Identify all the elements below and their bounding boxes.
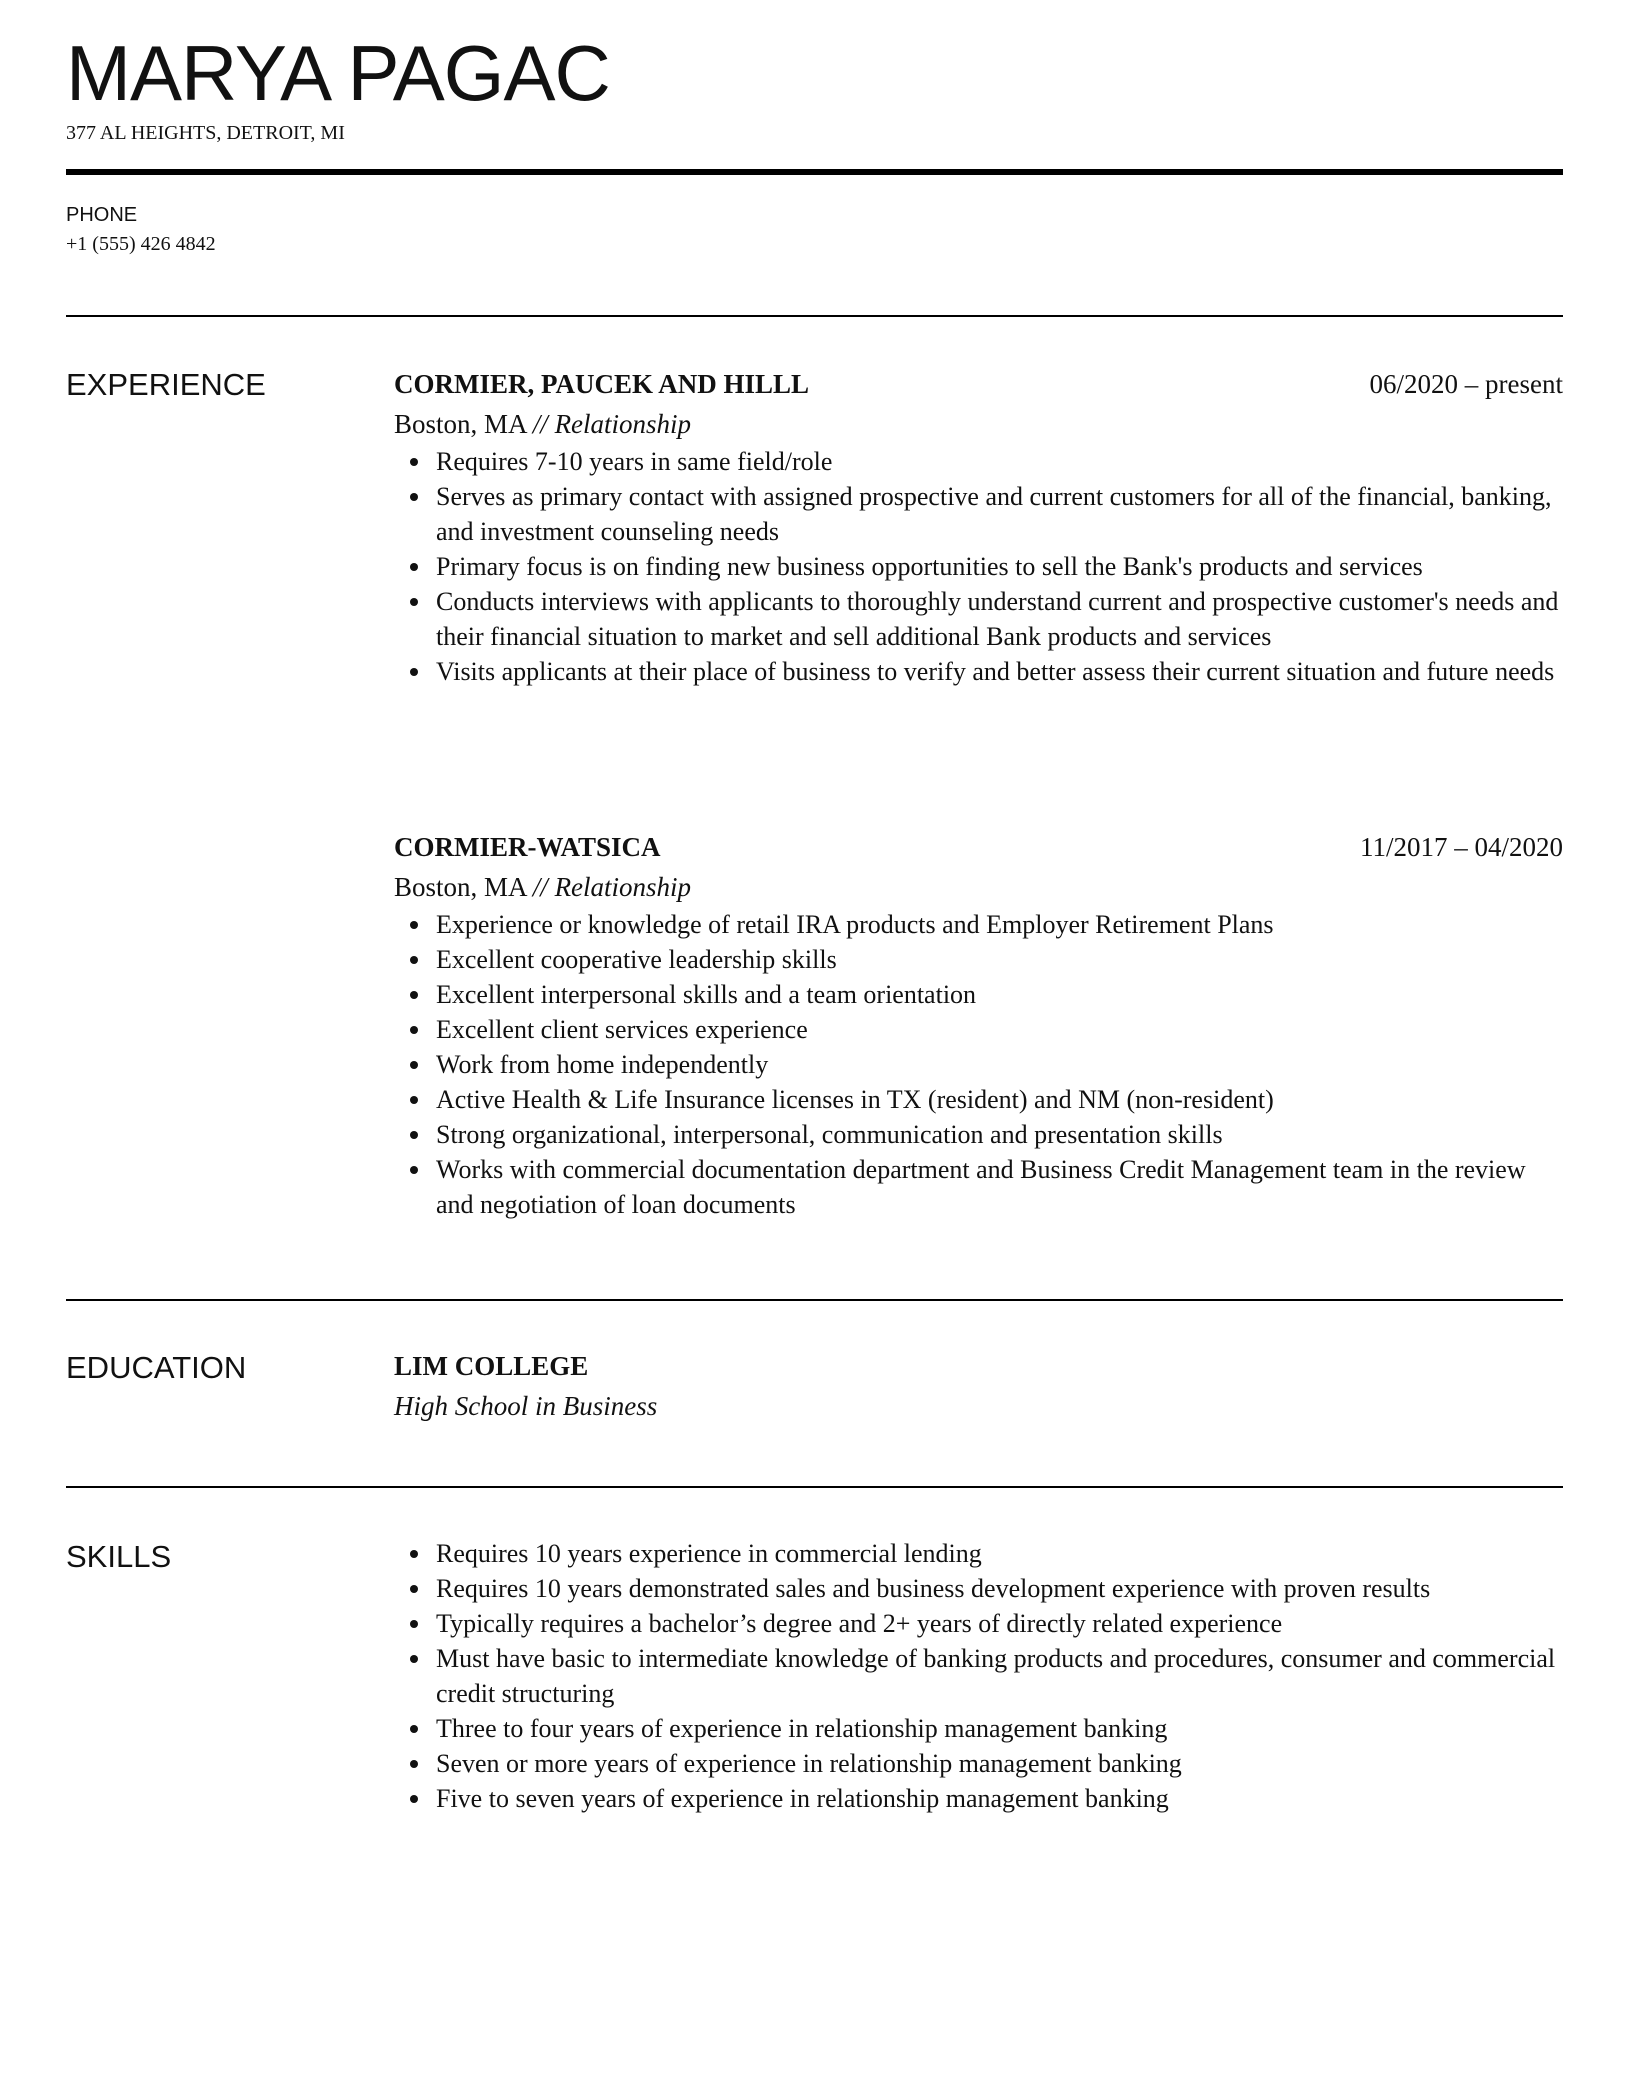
list-item: Excellent cooperative leadership skills <box>394 942 1563 977</box>
education-school: LIM COLLEGE <box>394 1351 589 1381</box>
job-location-role <box>394 867 1563 907</box>
list-item: Must have basic to intermediate knowledge of banking products and procedures, consumer and commercial credit structuring <box>394 1641 1563 1711</box>
job-location-role <box>394 404 1563 444</box>
job-company: CORMIER, PAUCEK AND HILLL <box>394 369 810 399</box>
section-divider <box>66 1299 1563 1301</box>
list-item: Requires 10 years experience in commercial lending <box>394 1536 1563 1571</box>
list-item: Excellent client services experience <box>394 1012 1563 1047</box>
experience-heading: EXPERIENCE <box>66 367 266 402</box>
education-heading: EDUCATION <box>66 1350 247 1385</box>
list-item: Three to four years of experience in relationship management banking <box>394 1711 1563 1746</box>
job-role: Relationship <box>554 872 692 902</box>
education-entry <box>394 1346 1563 1426</box>
list-item: Works with commercial documentation department and Business Credit Management team in the review and negotiation of loan documents <box>394 1152 1563 1222</box>
list-item: Requires 7-10 years in same field/role <box>394 444 1563 479</box>
header-divider <box>66 169 1563 175</box>
job-bullets <box>394 444 1563 689</box>
job-separator: // <box>532 872 548 902</box>
job-bullets <box>394 907 1563 1222</box>
education-degree: High School in Business <box>394 1391 658 1421</box>
list-item: Serves as primary contact with assigned prospective and current customers for all of the financial, banking, and investment counseling needs <box>394 479 1563 549</box>
list-item: Experience or knowledge of retail IRA products and Employer Retirement Plans <box>394 907 1563 942</box>
skills-list <box>394 1536 1563 1816</box>
skills-entry <box>394 1536 1563 1816</box>
list-item: Visits applicants at their place of business to verify and better assess their current situation and future needs <box>394 654 1563 689</box>
candidate-name: MARYA PAGAC <box>66 29 610 117</box>
phone-label: PHONE <box>66 204 138 226</box>
list-item: Strong organizational, interpersonal, communication and presentation skills <box>394 1117 1563 1152</box>
section-divider <box>66 315 1563 317</box>
job-entry <box>394 364 1563 689</box>
list-item: Typically requires a bachelor’s degree and 2+ years of directly related experience <box>394 1606 1563 1641</box>
list-item: Five to seven years of experience in relationship management banking <box>394 1781 1563 1816</box>
job-separator: // <box>532 409 548 439</box>
job-location: Boston, MA <box>394 409 527 439</box>
job-dates: 06/2020 – present <box>1369 369 1563 399</box>
job-entry <box>394 827 1563 1222</box>
job-company: CORMIER-WATSICA <box>394 832 661 862</box>
list-item: Excellent interpersonal skills and a team orientation <box>394 977 1563 1012</box>
list-item: Requires 10 years demonstrated sales and business development experience with proven results <box>394 1571 1563 1606</box>
skills-heading: SKILLS <box>66 1539 172 1574</box>
job-location: Boston, MA <box>394 872 527 902</box>
job-role: Relationship <box>554 409 692 439</box>
list-item: Work from home independently <box>394 1047 1563 1082</box>
list-item: Primary focus is on finding new business opportunities to sell the Bank's products and services <box>394 549 1563 584</box>
job-dates: 11/2017 – 04/2020 <box>1359 832 1563 862</box>
candidate-address: 377 AL HEIGHTS, DETROIT, MI <box>66 122 345 144</box>
list-item: Conducts interviews with applicants to thoroughly understand current and prospective customer's needs and their financial situation to market and sell additional Bank products and services <box>394 584 1563 654</box>
phone-value: +1 (555) 426 4842 <box>66 233 216 255</box>
list-item: Active Health & Life Insurance licenses in TX (resident) and NM (non-resident) <box>394 1082 1563 1117</box>
section-divider <box>66 1486 1563 1488</box>
list-item: Seven or more years of experience in relationship management banking <box>394 1746 1563 1781</box>
